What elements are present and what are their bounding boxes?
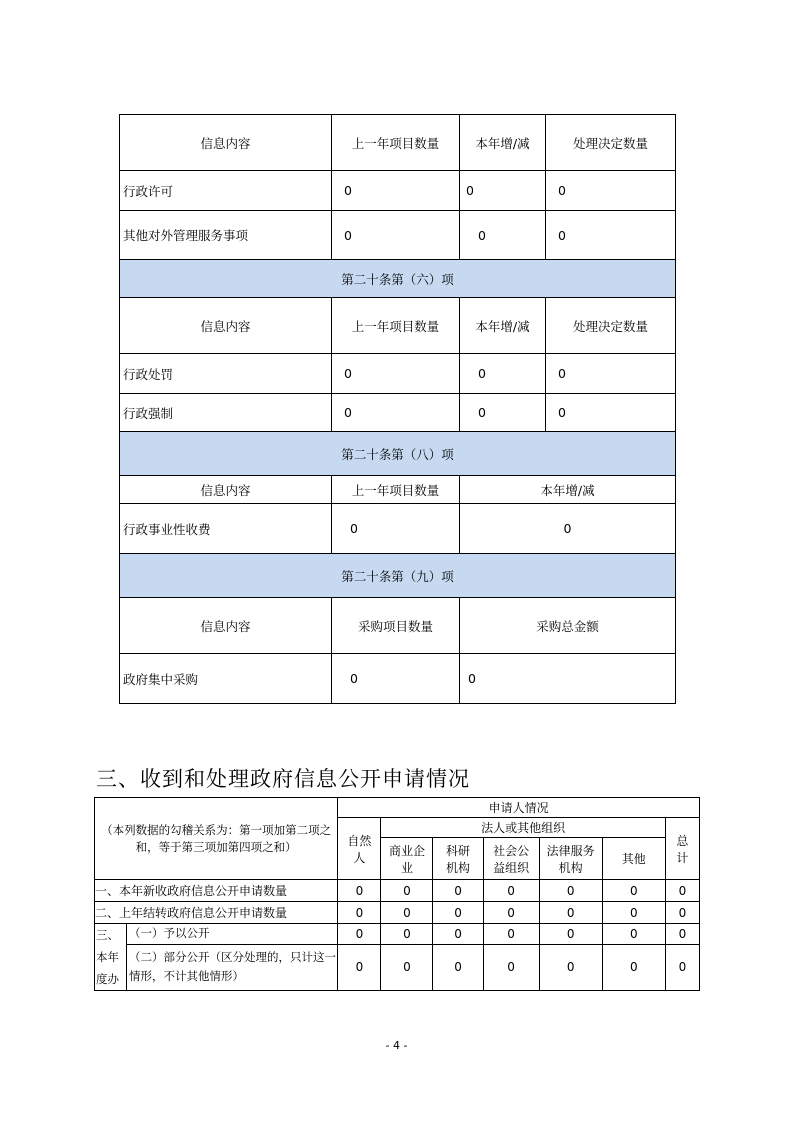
row-value: 0 [381,880,433,902]
section-title-eight: 第二十条第（八）项 [120,432,676,476]
table-header-row [120,598,676,654]
header-year-change: 本年增/减 [460,115,546,171]
row-value: 0 [460,394,546,432]
row-value: 0 [665,924,699,945]
sub-header-public-welfare: 社会公益组织 [483,838,539,880]
row-label: 其他对外管理服务事项 [120,211,332,260]
header-decision-count: 处理决定数量 [546,115,676,171]
table-row [120,654,676,704]
section-row [120,260,676,298]
table-header-row [120,476,676,504]
section-row [120,432,676,476]
row-label: （二）部分公开（区分处理的，只计这一情形，不计其他情形） [127,944,338,990]
row-label: 二、上年结转政府信息公开申请数量 [95,902,338,924]
legal-orgs-header: 法人或其他组织 [381,818,665,838]
row-value: 0 [332,171,460,211]
row-value: 0 [665,880,699,902]
row-label: 政府集中采购 [120,654,332,704]
applicant-header: 申请人情况 [338,798,700,818]
page-number: - 4 - [385,1039,408,1052]
row-value: 0 [338,924,381,945]
header-decision-count: 处理决定数量 [546,298,676,354]
row-value: 0 [665,944,699,990]
row-value: 0 [665,902,699,924]
natural-person-header: 自然人 [338,818,381,880]
row-value: 0 [460,171,546,211]
table-row [120,504,676,554]
table-row [95,880,700,902]
row-label: 行政处罚 [120,354,332,394]
table-row [120,394,676,432]
row-value: 0 [539,944,602,990]
row-value: 0 [433,902,483,924]
sub-header-other: 其他 [602,838,665,880]
section-three-title: 三、收到和处理政府信息公开申请情况 [96,767,470,791]
row-value: 0 [338,944,381,990]
row-value: 0 [460,504,676,554]
row-value: 0 [332,394,460,432]
row-value: 0 [546,171,676,211]
sub-header-research: 科研机构 [433,838,483,880]
row-value: 0 [546,354,676,394]
header-info-content: 信息内容 [120,298,332,354]
header-prev-year-count: 上一年项目数量 [332,115,460,171]
header-prev-year-count: 上一年项目数量 [332,298,460,354]
application-stats-table [94,797,700,991]
row-value: 0 [483,880,539,902]
row-value: 0 [460,211,546,260]
row-value: 0 [381,902,433,924]
row-value: 0 [460,354,546,394]
total-header: 总计 [665,818,699,880]
row-value: 0 [338,902,381,924]
row-value: 0 [332,504,460,554]
table-row [120,171,676,211]
row-value: 0 [433,924,483,945]
row-label: 行政事业性收费 [120,504,332,554]
header-info-content: 信息内容 [120,115,332,171]
section-title-nine: 第二十条第（九）项 [120,554,676,598]
row-label: 行政许可 [120,171,332,211]
row-value: 0 [460,654,676,704]
row-value: 0 [483,944,539,990]
row-value: 0 [602,944,665,990]
section-title-six: 第二十条第（六）项 [120,260,676,298]
row-value: 0 [546,211,676,260]
disclosure-items-table [119,114,676,704]
row-label: （一）予以公开 [127,924,338,945]
row-label: 行政强制 [120,394,332,432]
table-header-row [120,298,676,354]
row-value: 0 [539,880,602,902]
row-value: 0 [332,211,460,260]
header-info-content: 信息内容 [120,598,332,654]
header-year-change: 本年增/减 [460,298,546,354]
section-row [120,554,676,598]
row-value: 0 [338,880,381,902]
table-header-row [120,115,676,171]
row-value: 0 [539,924,602,945]
row-value: 0 [483,902,539,924]
row-value: 0 [602,924,665,945]
header-info-content: 信息内容 [120,476,332,504]
table-row [95,944,700,990]
row-value: 0 [433,944,483,990]
row-value: 0 [332,654,460,704]
row-value: 0 [381,944,433,990]
row-value: 0 [539,902,602,924]
header-year-change: 本年增/减 [460,476,676,504]
sub-header-business: 商业企业 [381,838,433,880]
row-group-label: 三、本年度办 [95,924,127,991]
row-value: 0 [381,924,433,945]
table-row [120,354,676,394]
sub-header-legal-service: 法律服务机构 [539,838,602,880]
table-row [95,924,700,945]
note-cell: （本列数据的勾稽关系为：第一项加第二项之和，等于第三项加第四项之和） [95,798,338,880]
row-label: 一、本年新收政府信息公开申请数量 [95,880,338,902]
table-row [95,902,700,924]
row-value: 0 [602,902,665,924]
header-prev-year-count: 上一年项目数量 [332,476,460,504]
header-purchase-count: 采购项目数量 [332,598,460,654]
row-value: 0 [602,880,665,902]
row-value: 0 [433,880,483,902]
row-value: 0 [332,354,460,394]
row-value: 0 [546,394,676,432]
header-purchase-amount: 采购总金额 [460,598,676,654]
table-row [120,211,676,260]
row-value: 0 [483,924,539,945]
